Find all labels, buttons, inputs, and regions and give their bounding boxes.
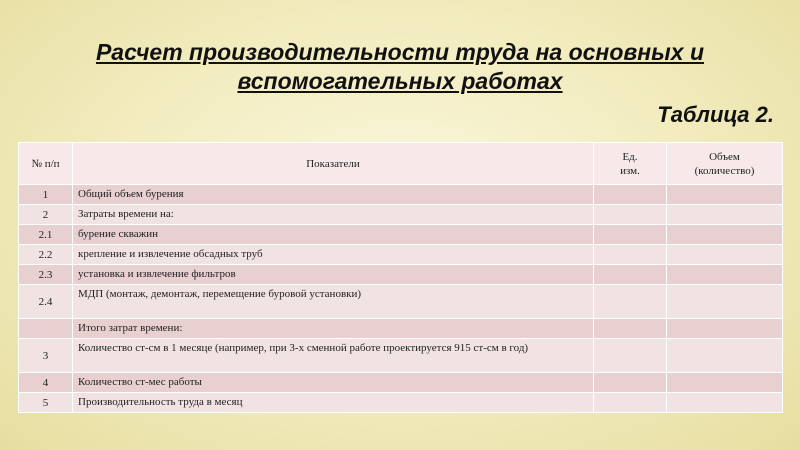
row-unit — [594, 245, 667, 265]
table-row — [19, 319, 783, 339]
table-header-row — [19, 143, 783, 185]
table-row — [19, 265, 783, 285]
header-unit — [594, 143, 667, 185]
row-unit — [594, 393, 667, 413]
slide-title — [0, 38, 800, 96]
table-row — [19, 205, 783, 225]
row-num: 2.4 — [19, 285, 73, 319]
header-volume-line-2: (количество) — [694, 164, 755, 177]
row-unit — [594, 339, 667, 373]
slide-title-line-1: Расчет производительности труда на основных и — [95, 39, 705, 65]
table-row — [19, 393, 783, 413]
row-num: 4 — [19, 373, 73, 393]
row-num: 5 — [19, 393, 73, 413]
table-row — [19, 185, 783, 205]
row-label: бурение скважин — [73, 225, 594, 245]
row-label: Общий объем бурения — [73, 185, 594, 205]
row-volume — [667, 285, 783, 319]
table-row — [19, 225, 783, 245]
row-label: установка и извлечение фильтров — [73, 265, 594, 285]
row-label: Затраты времени на: — [73, 205, 594, 225]
row-unit — [594, 225, 667, 245]
header-volume — [667, 143, 783, 185]
row-label: Итого затрат времени: — [73, 319, 594, 339]
row-unit — [594, 265, 667, 285]
table-row — [19, 245, 783, 265]
row-volume — [667, 319, 783, 339]
row-label: МДП (монтаж, демонтаж, перемещение буровой установки) — [73, 285, 594, 319]
row-label: Количество ст-мес работы — [73, 373, 594, 393]
row-label: крепление и извлечение обсадных труб — [73, 245, 594, 265]
row-num: 2.3 — [19, 265, 73, 285]
row-volume — [667, 245, 783, 265]
row-label: Производительность труда в месяц — [73, 393, 594, 413]
row-unit — [594, 285, 667, 319]
row-volume — [667, 339, 783, 373]
labor-productivity-table — [18, 142, 783, 413]
row-volume — [667, 205, 783, 225]
header-unit-line-1: Ед. — [622, 150, 638, 163]
row-unit — [594, 373, 667, 393]
row-unit — [594, 205, 667, 225]
table-row — [19, 373, 783, 393]
row-unit — [594, 185, 667, 205]
row-num: 1 — [19, 185, 73, 205]
row-num — [19, 319, 73, 339]
row-num: 3 — [19, 339, 73, 373]
row-volume — [667, 265, 783, 285]
row-num: 2.1 — [19, 225, 73, 245]
header-unit-line-2: изм. — [620, 164, 640, 177]
row-volume — [667, 373, 783, 393]
header-num: № п/п — [19, 143, 73, 185]
table-row — [19, 339, 783, 373]
row-volume — [667, 225, 783, 245]
header-volume-line-1: Объем — [709, 150, 740, 163]
row-volume — [667, 185, 783, 205]
row-unit — [594, 319, 667, 339]
row-label: Количество ст-см в 1 месяце (например, при 3-х сменной работе проектируется 915 ст-см в год) — [73, 339, 594, 373]
row-num: 2 — [19, 205, 73, 225]
row-volume — [667, 393, 783, 413]
row-num: 2.2 — [19, 245, 73, 265]
table-caption: Таблица 2. — [657, 102, 774, 127]
header-indicator: Показатели — [73, 143, 594, 185]
slide-title-line-2: вспомогательных работах — [237, 68, 563, 94]
table-row — [19, 285, 783, 319]
